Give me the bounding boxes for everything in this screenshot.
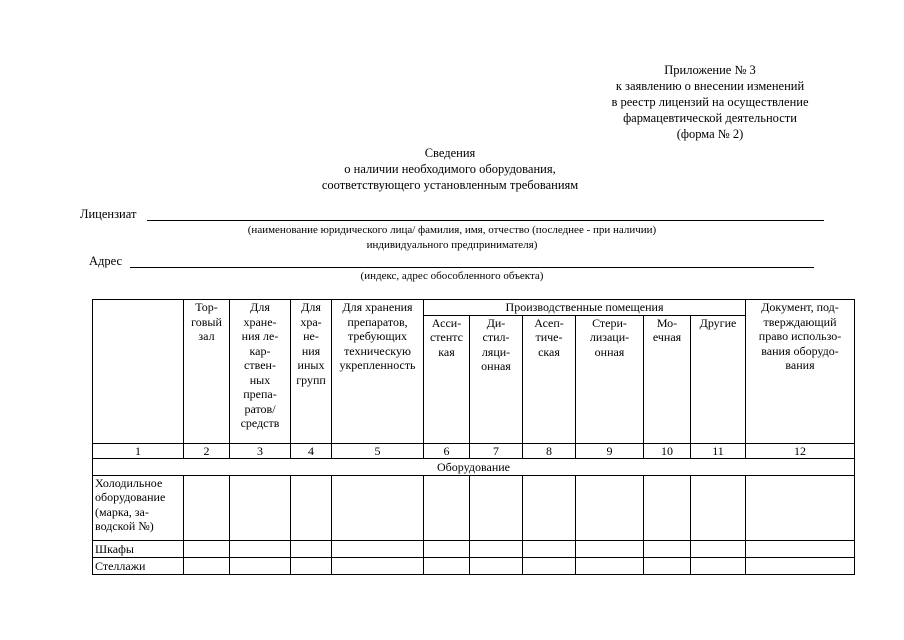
table-cell[interactable]	[691, 540, 746, 557]
address-caption: (индекс, адрес обособленного объекта)	[360, 270, 544, 282]
header-text: Другие	[699, 315, 737, 330]
title-line: соответствующего установленным требованиям	[321, 178, 579, 192]
header-other	[691, 315, 746, 443]
header-storage-fortified	[332, 300, 424, 444]
equipment-table	[92, 299, 855, 575]
column-number: 7	[470, 443, 523, 458]
column-number: 4	[291, 443, 332, 458]
table-cell[interactable]	[424, 475, 470, 540]
column-number: 6	[424, 443, 470, 458]
table-cell[interactable]	[523, 475, 576, 540]
header-text: Асси- стентс кая	[429, 315, 464, 359]
table-cell[interactable]	[746, 475, 855, 540]
table-cell[interactable]	[576, 557, 644, 574]
title-line: Сведения	[424, 146, 476, 160]
table-cell[interactable]	[424, 540, 470, 557]
document-title	[250, 145, 650, 193]
table-cell[interactable]	[291, 540, 332, 557]
header-document	[746, 300, 855, 444]
table-cell[interactable]	[230, 475, 291, 540]
table-cell[interactable]	[691, 475, 746, 540]
header-text: Для хранения препаратов, требующих техническую укрепленность	[339, 300, 416, 372]
appendix-line: к заявлению о внесении изменений	[615, 79, 805, 93]
section-row	[93, 458, 855, 475]
licensee-caption-2: индивидуального предпринимателя)	[366, 239, 538, 251]
header-col-1	[93, 300, 184, 444]
column-number: 3	[230, 443, 291, 458]
header-text: Ди- стил- ляци- онная	[481, 315, 511, 373]
row-label: Стеллажи	[93, 557, 184, 574]
row-label	[93, 475, 184, 540]
table-cell[interactable]	[691, 557, 746, 574]
table-cell[interactable]	[576, 540, 644, 557]
table-cell[interactable]	[184, 557, 230, 574]
column-number: 2	[184, 443, 230, 458]
table-cell[interactable]	[576, 475, 644, 540]
address-input-line[interactable]	[130, 267, 814, 268]
licensee-label: Лицензиат	[80, 207, 137, 221]
table-row	[93, 475, 855, 540]
title-line: о наличии необходимого оборудования,	[344, 162, 556, 176]
table-cell[interactable]	[332, 475, 424, 540]
table-cell[interactable]	[291, 557, 332, 574]
licensee-input-line[interactable]	[147, 220, 824, 221]
header-storage-drugs	[230, 300, 291, 444]
table-row	[93, 540, 855, 557]
appendix-line: (форма № 2)	[676, 127, 744, 141]
header-text: Мо- ечная	[652, 315, 682, 344]
column-number: 12	[746, 443, 855, 458]
table-cell[interactable]	[332, 557, 424, 574]
header-washing	[644, 315, 691, 443]
table-cell[interactable]	[644, 475, 691, 540]
column-number: 8	[523, 443, 576, 458]
row-label: Шкафы	[93, 540, 184, 557]
header-distill	[470, 315, 523, 443]
section-label: Оборудование	[93, 458, 855, 475]
address-label: Адрес	[89, 254, 123, 268]
appendix-line: Приложение № 3	[664, 63, 756, 77]
header-trading-hall	[184, 300, 230, 444]
column-number: 1	[93, 443, 184, 458]
licensee-caption: (наименование юридического лица/ фамилия, имя, отчество (последнее - при наличии)	[247, 224, 657, 236]
table-cell[interactable]	[332, 540, 424, 557]
table-cell[interactable]	[184, 540, 230, 557]
table-cell[interactable]	[184, 475, 230, 540]
column-number-row	[93, 443, 855, 458]
appendix-block	[560, 62, 860, 142]
table-cell[interactable]	[523, 557, 576, 574]
table-cell[interactable]	[470, 475, 523, 540]
header-text: Для хра- не- ния иных групп	[296, 300, 326, 387]
column-number: 11	[691, 443, 746, 458]
column-number: 5	[332, 443, 424, 458]
column-number: 10	[644, 443, 691, 458]
header-text: Тор- говый зал	[191, 300, 222, 343]
table-cell[interactable]	[230, 557, 291, 574]
table-cell[interactable]	[746, 540, 855, 557]
table-cell[interactable]	[644, 557, 691, 574]
header-text: Стери- лизаци- онная	[589, 315, 630, 359]
table-cell[interactable]	[230, 540, 291, 557]
header-assist	[424, 315, 470, 443]
header-storage-other	[291, 300, 332, 444]
table-cell[interactable]	[291, 475, 332, 540]
header-aseptic	[523, 315, 576, 443]
column-number: 9	[576, 443, 644, 458]
header-text: Документ, под- тверждающий право использо- вания оборудо- вания	[758, 300, 842, 372]
appendix-line: в реестр лицензий на осуществление	[611, 95, 809, 109]
header-text: Для хране- ния ле- кар- ствен- ных препа- ратов/ средств	[240, 300, 280, 430]
table-cell[interactable]	[746, 557, 855, 574]
header-production-group: Производственные помещения	[424, 300, 746, 316]
table-row	[93, 557, 855, 574]
header-text: Асеп- тиче- ская	[534, 315, 564, 359]
appendix-line: фармацевтической деятельности	[623, 111, 797, 125]
header-steril	[576, 315, 644, 443]
table-cell[interactable]	[523, 540, 576, 557]
table-cell[interactable]	[644, 540, 691, 557]
table-cell[interactable]	[470, 557, 523, 574]
table-cell[interactable]	[424, 557, 470, 574]
table-cell[interactable]	[470, 540, 523, 557]
row-label-text: Холодильное оборудование (марка, за- водской №)	[95, 475, 166, 533]
